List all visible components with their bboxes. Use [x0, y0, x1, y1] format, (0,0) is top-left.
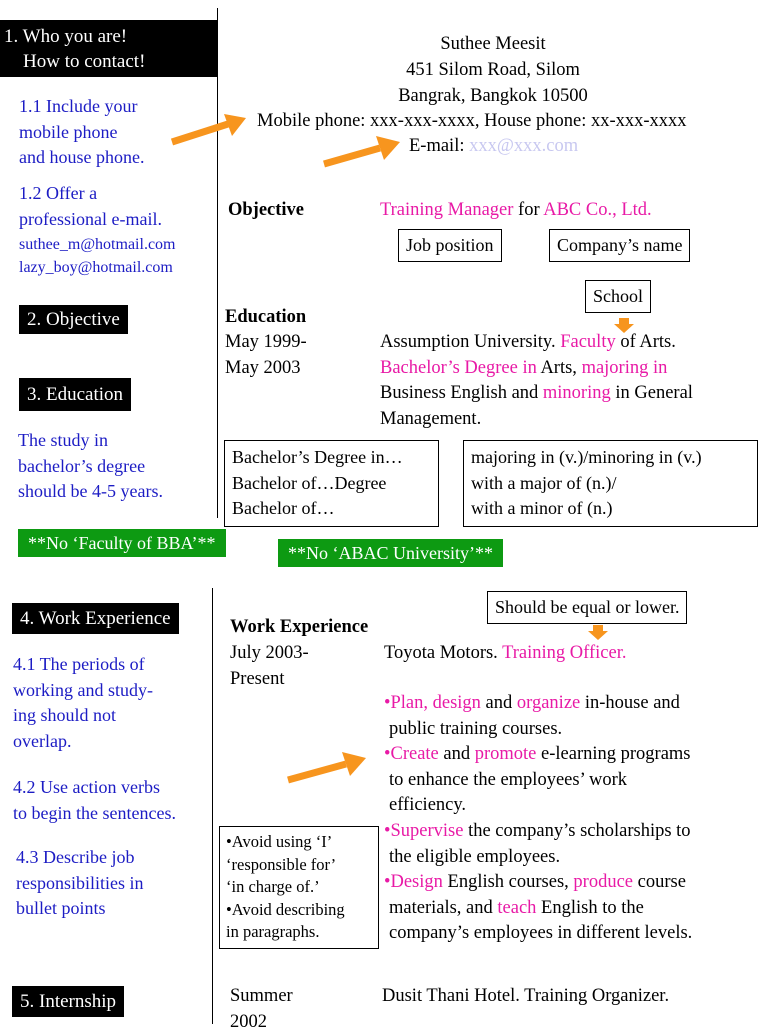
tip-periods: 4.1 The periods of working and study- ing should not overlap. — [13, 654, 153, 751]
tip-email: 1.2 Offer a professional e-mail. — [19, 183, 162, 229]
education-dates: May 1999- May 2003 — [225, 332, 307, 378]
contact-block — [218, 31, 768, 109]
email-value: xxx@xxx.com — [469, 136, 579, 156]
arrow-down-icon — [588, 625, 608, 641]
tip-email-examples: suthee_m@hotmail.com lazy_boy@hotmail.com — [19, 236, 176, 276]
education-label: Education — [225, 307, 307, 327]
section-header-work: 4. Work Experience — [12, 603, 179, 634]
arrow-right-icon — [322, 134, 402, 174]
bullet-item: •Create and promote e-learning programs — [384, 744, 691, 765]
note-no-faculty-bba: **No ‘Faculty of BBA’** — [18, 529, 226, 557]
section-header-contact: 1. Who you are! How to contact! — [0, 20, 217, 77]
contact-address-2: Bangrak, Bangkok 10500 — [398, 86, 588, 106]
work-label: Work Experience — [230, 617, 369, 637]
tip-action-verbs: 4.2 Use action verbs to begin the sentences. — [13, 777, 176, 823]
work-bullets: •Plan, design and organize in-house and public training courses. •Create and promote e-learning programs to enhance the employees’ work efficiency. •Supervise the company’s scholarships to the eligible employees. •Design English courses, produce course materials, and teach English to the company’s employees in different levels. — [384, 693, 693, 944]
objective-text: Training Manager for ABC Co., Ltd. — [380, 200, 652, 220]
arrow-right-icon — [286, 748, 370, 788]
section-header-objective: 2. Objective — [19, 305, 128, 334]
internship-dates: Summer 2002 — [230, 986, 293, 1032]
contact-address-1: 451 Silom Road, Silom — [406, 60, 580, 80]
work-dates: July 2003- Present — [230, 643, 309, 689]
contact-name: Suthee Meesit — [440, 34, 546, 54]
education-details: Assumption University. Faculty of Arts. Bachelor’s Degree in Arts, majoring in Business English and minoring in General Management. — [380, 332, 693, 429]
school-box: School — [585, 280, 651, 313]
job-position-box: Job position — [398, 229, 502, 262]
tip-bullet-points: 4.3 Describe job responsibilities in bullet points — [16, 847, 144, 918]
internship-text: Dusit Thani Hotel. Training Organizer. — [382, 986, 670, 1006]
major-wording-box: majoring in (v.)/minoring in (v.) with a major of (n.)/ with a minor of (n.) — [463, 440, 758, 527]
tip-education: The study in bachelor’s degree should be 4-5 years. — [18, 430, 163, 501]
arrow-right-icon — [170, 112, 250, 152]
bullet-item: •Design English courses, produce course — [384, 872, 686, 893]
bullet-item: •Plan, design and organize in-house and — [384, 693, 680, 713]
tip-phone: 1.1 Include your mobile phone and house phone. — [19, 96, 145, 167]
bullet-item: •Supervise the company’s scholarships to — [384, 820, 691, 841]
company-name-box: Company’s name — [549, 229, 690, 262]
contact-phones: Mobile phone: xxx-xxx-xxxx, House phone: xx-xxx-xxxx — [257, 111, 687, 131]
note-no-abac: **No ‘ABAC University’** — [278, 539, 503, 567]
work-title-line: Toyota Motors. Training Officer. — [384, 643, 627, 663]
equal-or-lower-box: Should be equal or lower. — [487, 591, 687, 624]
avoid-tips-box: •Avoid using ‘I’ ‘responsible for’ ‘in charge of.’ •Avoid describing in paragraphs. — [219, 826, 379, 949]
section-header-education: 3. Education — [19, 378, 131, 411]
contact-email: E-mail: xxx@xxx.com — [409, 136, 579, 156]
objective-label: Objective — [228, 200, 305, 220]
section-header-internship: 5. Internship — [12, 986, 124, 1017]
divider-bottom — [212, 588, 213, 1024]
degree-wording-box: Bachelor’s Degree in… Bachelor of…Degree Bachelor of… — [224, 440, 439, 527]
